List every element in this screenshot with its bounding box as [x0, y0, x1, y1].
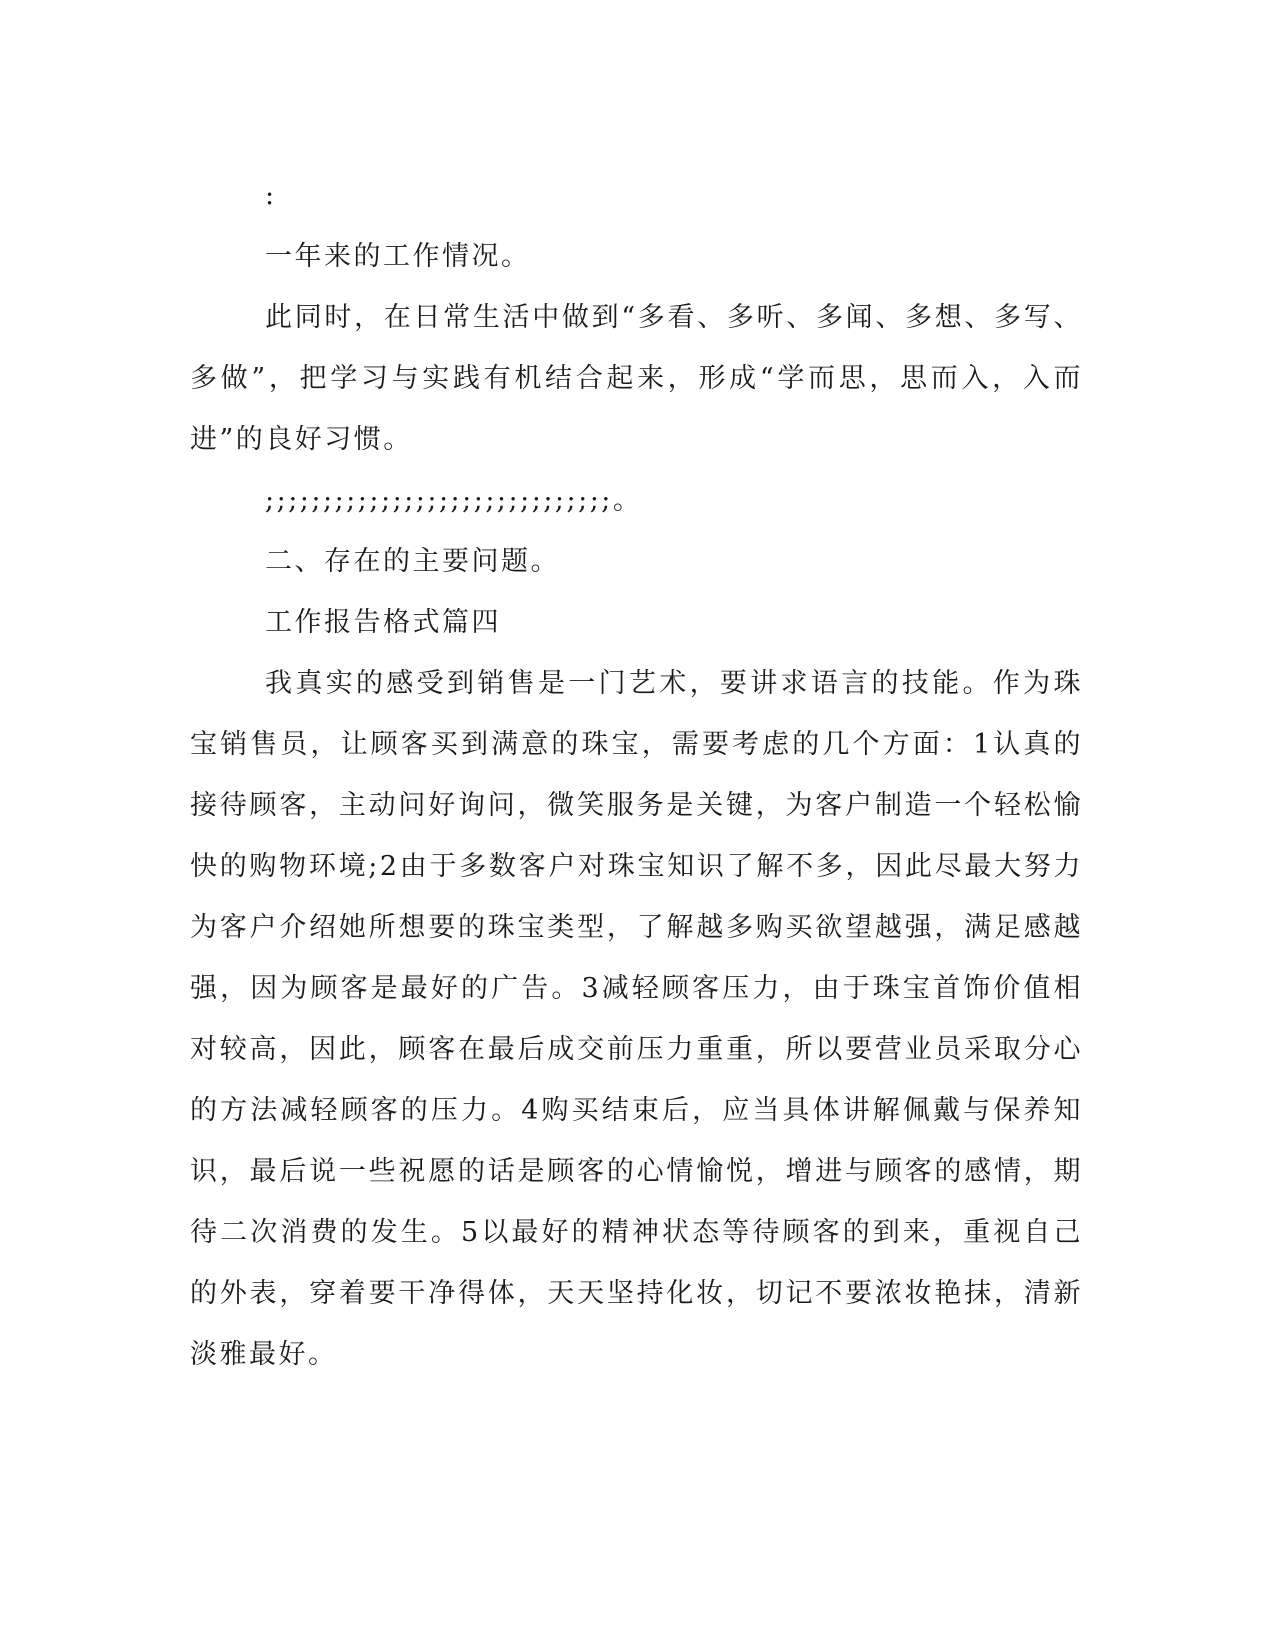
heading-report-format-part-four: 工作报告格式篇四 [265, 607, 501, 638]
heading-main-problems: 二、存在的主要问题。 [265, 546, 560, 577]
paragraph-jewelry-sales: 我真实的感受到销售是一门艺术，要讲求语言的技能。作为珠宝销售员，让顾客买到满意的珠宝，需要考虑的几个方面：1认真的接待顾客，主动问好询问，微笑服务是关键，为客户制造一个轻松愉快的购物环境;2由于多数客户对珠宝知识了解不多，因此尽最大努力为客户介绍她所想要的珠宝类型，了解越多购买欲望越强，满足感越强，因为顾客是最好的广告。3减轻顾客压力，由于珠宝首饰价值相对较高，因此，顾客在最后成交前压力重重，所以要营业员采取分心的方法减轻顾客的压力。4购买结束后，应当具体讲解佩戴与保养知识，最后说一些祝愿的话是顾客的心情愉悦，增进与顾客的感情，期待二次消费的发生。5以最好的精神状态等待顾客的到来，重视自己的外表，穿着要干净得体，天天坚持化妆，切记不要浓妆艳抹，清新淡雅最好。 [190, 668, 1083, 1370]
paragraph-daily-habits: 此同时，在日常生活中做到“多看、多听、多闻、多想、多写、多做”，把学习与实践有机结合起来，形成“学而思，思而入，入而进”的良好习惯。 [190, 302, 1083, 455]
paragraph-colon: : [265, 180, 277, 211]
paragraph-work-situation: 一年来的工作情况。 [265, 241, 531, 272]
paragraph-semicolons: ;;;;;;;;;;;;;;;;;;;;;;;;;;;;;;。 [265, 485, 643, 516]
document-body [190, 165, 1083, 1385]
